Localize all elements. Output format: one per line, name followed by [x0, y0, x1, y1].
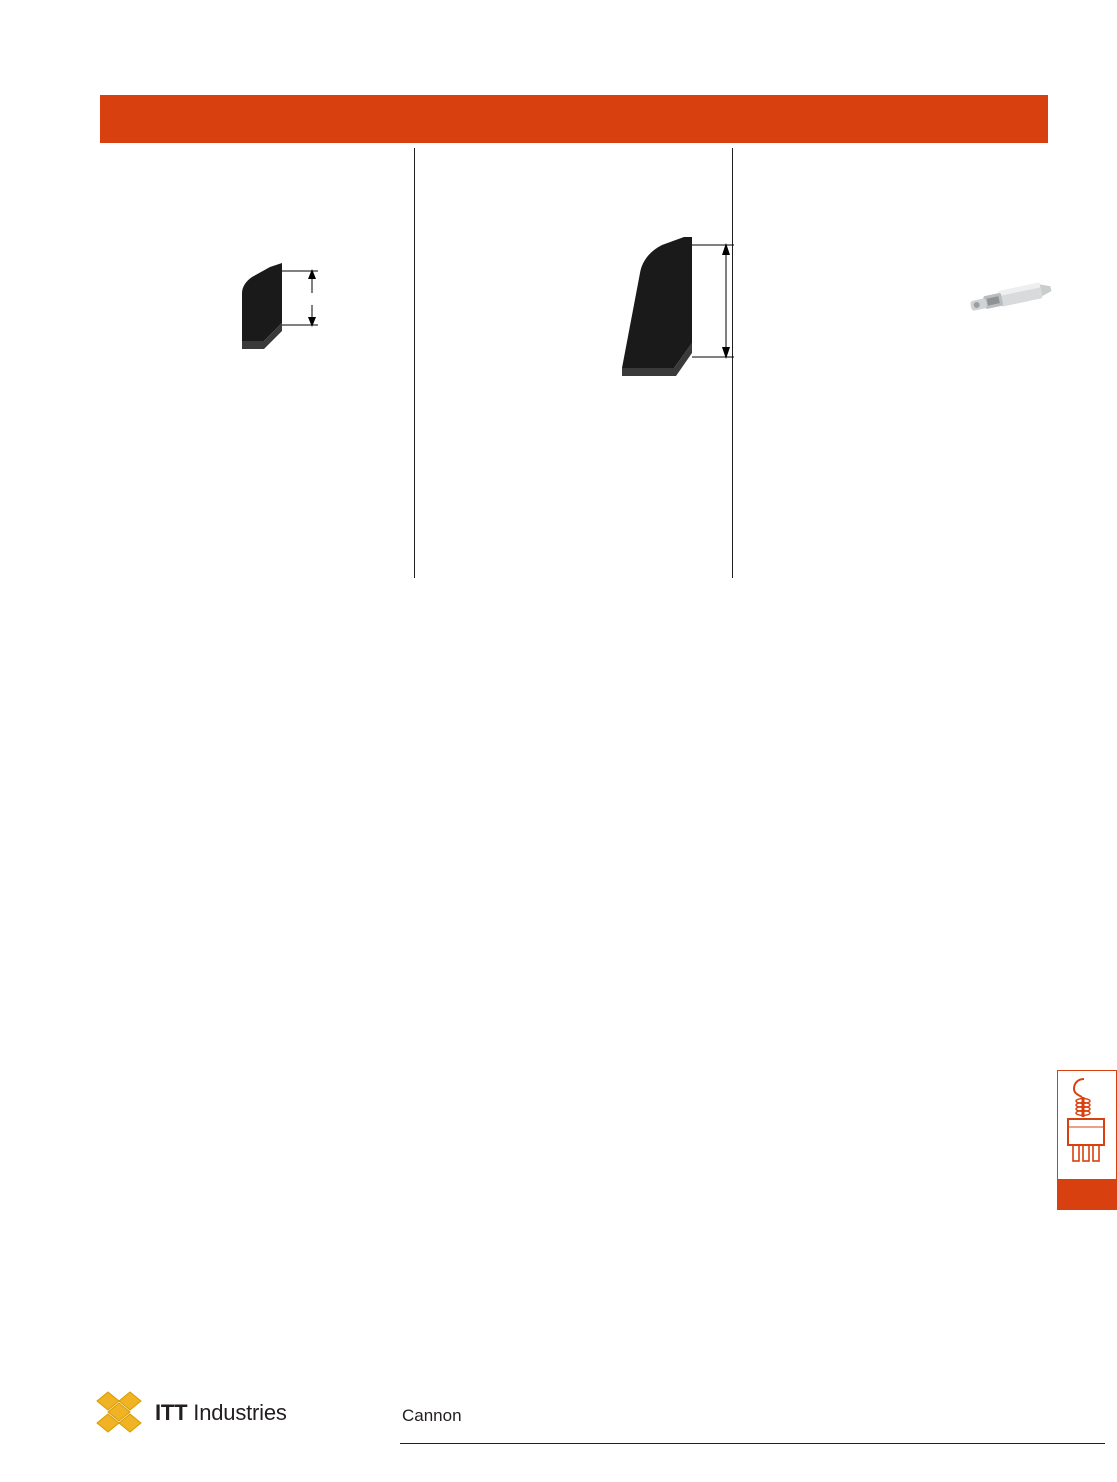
- itt-diamond-icon: [95, 1390, 147, 1436]
- logo-text-rest: Industries: [187, 1400, 287, 1425]
- side-tab-band[interactable]: [1057, 1180, 1117, 1210]
- column-divider-1: [414, 148, 415, 578]
- footer-brand: Cannon: [402, 1406, 462, 1425]
- small-wedge-boot-photo: [220, 253, 340, 374]
- large-wedge-boot-photo: [612, 233, 752, 394]
- page-footer: [0, 1380, 1117, 1482]
- column-3: [740, 148, 1040, 578]
- logo-text-bold: ITT: [155, 1400, 188, 1425]
- itt-industries-wordmark: [155, 1400, 287, 1426]
- footer-rule: [400, 1443, 1105, 1444]
- column-2: [422, 148, 722, 578]
- side-tab-label: [1057, 1180, 1117, 1210]
- section-banner: [100, 95, 1048, 143]
- metal-contact-terminal-photo: [955, 273, 1065, 344]
- side-tab[interactable]: [1057, 1070, 1117, 1180]
- content-columns: [100, 148, 1048, 578]
- itt-industries-logo: [95, 1390, 287, 1436]
- column-1: [100, 148, 400, 578]
- toggle-switch-icon: [1058, 1071, 1116, 1179]
